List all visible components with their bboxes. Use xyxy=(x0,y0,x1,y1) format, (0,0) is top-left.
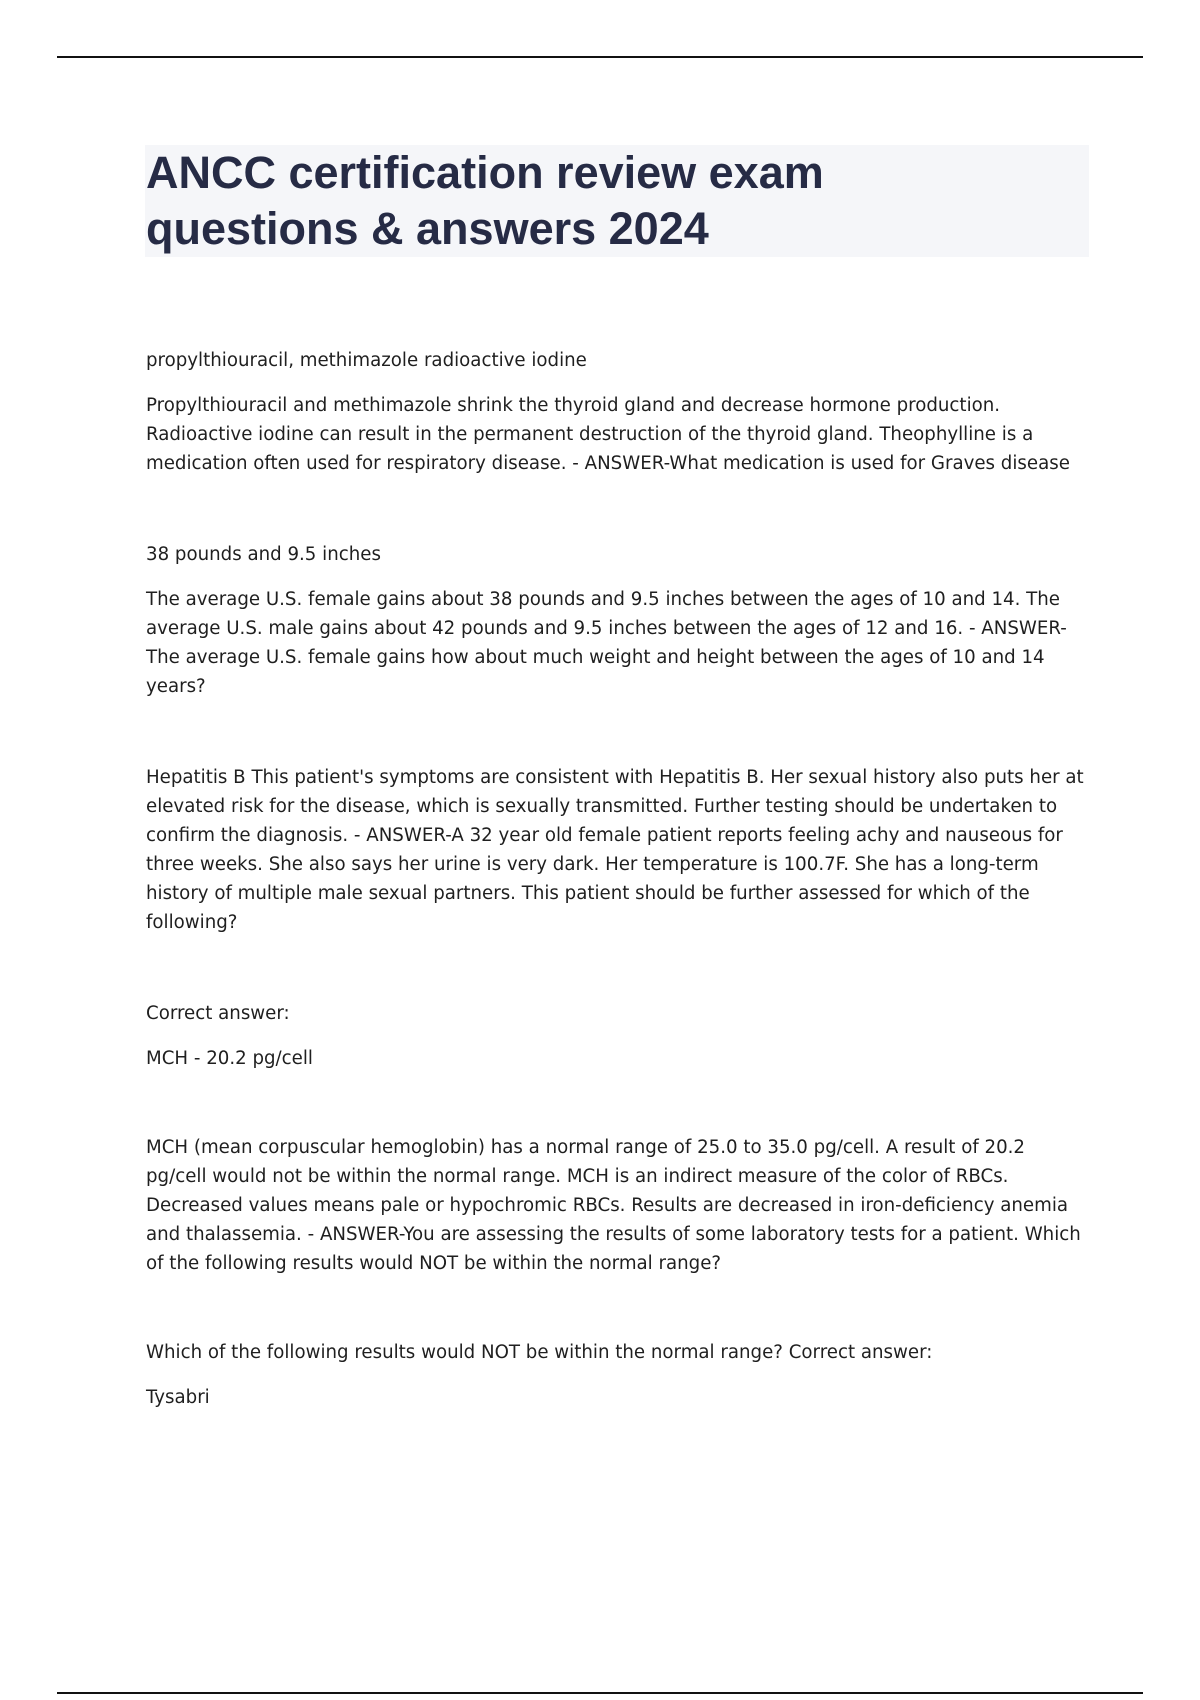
explanation-text: MCH (mean corpuscular hemoglobin) has a normal range of 25.0 to 35.0 pg/cell. A result of 20.2 pg/cell would not be within the normal range. MCH is an indirect measure of the color of RBCs. Decreased values means pale or hypochromic RBCs. Results are decreased in iron-deficiency anemia and thalassemia. - ANSWER-You are assessing the results of some laboratory tests for a patient. Which of the following results would NOT be within the normal range? xyxy=(146,1137,1081,1274)
explanation-text: Hepatitis B This patient's symptoms are consistent with Hepatitis B. Her sexual history also puts her at elevated risk for the disease, which is sexually transmitted. Further testing should be undertaken to confirm the diagnosis. - ANSWER-A 32 year old female patient reports feeling achy and nauseous for three weeks. She also says her urine is very dark. Her temperature is 100.7F. She has a long-term history of multiple male sexual partners. This patient should be further assessed for which of the following? xyxy=(146,767,1084,933)
correct-answer-label: Which of the following results would NOT be within the normal range? Correct answer: xyxy=(146,1342,933,1363)
answer-text: propylthiouracil, methimazole radioactive iodine xyxy=(146,350,587,371)
qa-content xyxy=(146,346,1086,1412)
explanation-text: The average U.S. female gains about 38 pounds and 9.5 inches between the ages of 10 and 14. The average U.S. male gains about 42 pounds and 9.5 inches between the ages of 12 and 16. - ANSWER-The average U.S. female gains how about much weight and height between the ages of 10 and 14 years? xyxy=(146,589,1067,697)
top-rule xyxy=(57,56,1143,58)
bottom-rule xyxy=(57,1692,1143,1694)
answer-text: Tysabri xyxy=(146,1387,210,1408)
answer-text: MCH - 20.2 pg/cell xyxy=(146,1048,313,1069)
document-title: ANCC certification review exam questions & answers 2024 xyxy=(146,147,824,254)
answer-text: 38 pounds and 9.5 inches xyxy=(146,544,381,565)
explanation-text: Propylthiouracil and methimazole shrink the thyroid gland and decrease hormone production. Radioactive iodine can result in the permanent destruction of the thyroid gland. Theophylline is a medication often used for respiratory disease. - ANSWER-What medication is used for Graves disease xyxy=(146,395,1070,474)
correct-answer-label: Correct answer: xyxy=(146,1003,290,1024)
